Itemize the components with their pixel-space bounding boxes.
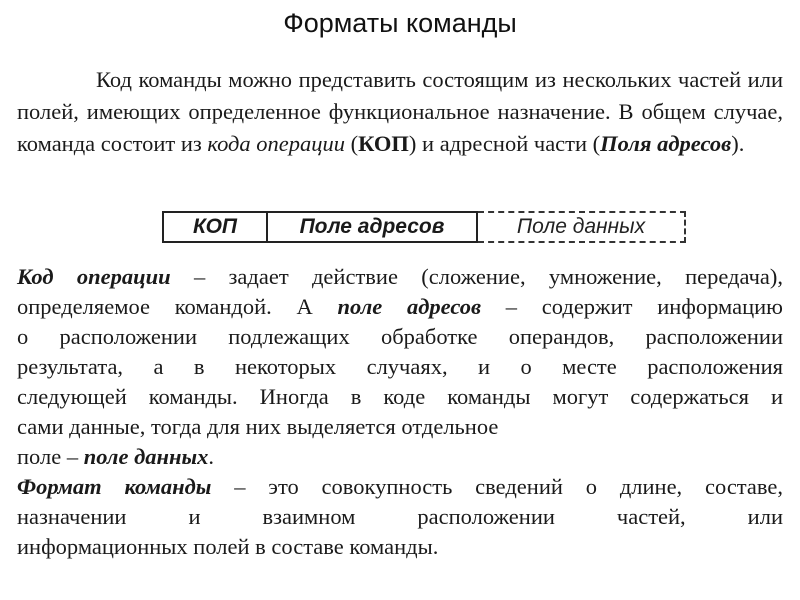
body-line-4: результата, а в некоторых случаях, и о месте расположения xyxy=(17,354,783,379)
opcode-term: кода операции xyxy=(207,131,346,156)
body-text: – задает действие (сложение, умножение, передача), xyxy=(170,264,783,289)
address-definition-term: поле адресов xyxy=(337,294,482,319)
body-line-5: следующей команды. Иногда в коде команды могут содержаться и xyxy=(17,384,783,409)
format-definition-term: Формат команды xyxy=(17,474,212,499)
body-line-2 xyxy=(17,292,783,322)
page-title: Форматы команды xyxy=(283,8,517,38)
body-line-6: сами данные, тогда для них выделяется отдельное xyxy=(17,414,499,439)
address-field-term: Поля адресов xyxy=(600,131,732,156)
body-line-3: о расположении подлежащих обработке операндов, расположении xyxy=(17,324,783,349)
body-text: . xyxy=(208,444,214,469)
body-text: определяемое командой. А xyxy=(17,294,338,319)
intro-text-3: ) и адресной части ( xyxy=(408,131,601,156)
opcode-definition-term: Код операции xyxy=(17,264,171,289)
body-text: – это совокупность сведений о длине, составе, xyxy=(211,474,783,499)
body-text: поле – xyxy=(17,444,84,469)
intro-paragraph xyxy=(17,64,783,160)
body-line-7 xyxy=(17,442,783,472)
body-text: – содержит информацию xyxy=(481,294,783,319)
definitions-paragraph xyxy=(17,262,783,562)
kop-term: КОП xyxy=(358,131,409,156)
kop-cell: КОП xyxy=(162,211,268,243)
command-format-diagram xyxy=(162,211,686,243)
body-line-9: назначении и взаимном расположении частей, или xyxy=(17,504,783,529)
data-field-term: поле данных xyxy=(83,444,209,469)
intro-text-4: ). xyxy=(731,131,745,156)
intro-text-2: ( xyxy=(345,131,359,156)
body-line-1 xyxy=(17,262,783,292)
body-line-8 xyxy=(17,472,783,502)
data-field-cell: Поле данных xyxy=(478,211,686,243)
body-line-10: информационных полей в составе команды. xyxy=(17,534,439,559)
address-field-cell: Поле адресов xyxy=(268,211,478,243)
intro-text-1: Код команды можно представить состоящим из нескольких частей или полей, имеющих определенное функциональное назначение. В общем случае, команда состоит из xyxy=(17,67,783,156)
